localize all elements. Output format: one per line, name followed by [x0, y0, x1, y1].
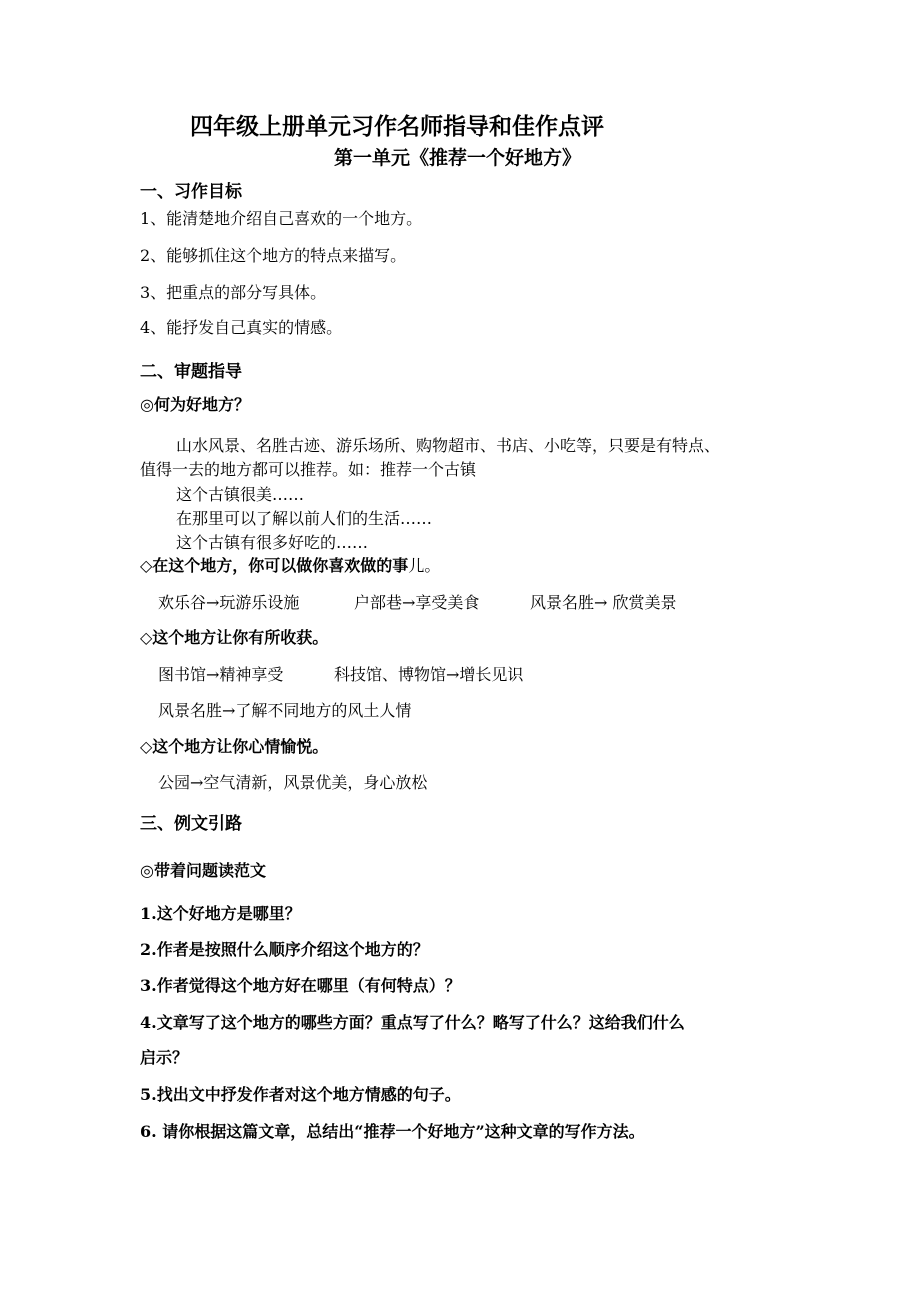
point-heading: [140, 558, 440, 574]
goal-item: 1、能清楚地介绍自己喜欢的一个地方。: [140, 209, 423, 228]
reading-prompt: ◎带着问题读范文: [140, 861, 266, 880]
point-item: 欢乐谷→玩游乐设施: [158, 593, 300, 612]
goal-item: 4、能抒发自己真实的情感。: [140, 318, 343, 337]
section-heading-guidance: 二、审题指导: [140, 362, 242, 382]
example-line: 这个古镇有很多好吃的……: [176, 533, 369, 552]
goal-item: 2、能够抓住这个地方的特点来描写。: [140, 246, 407, 265]
point-heading-bold: ◇在这个地方，你可以做你喜欢做的事: [140, 556, 409, 575]
goal-item: 3、把重点的部分写具体。: [140, 283, 327, 302]
example-line: 这个古镇很美……: [176, 485, 305, 504]
point-heading-tail: 儿。: [408, 556, 441, 575]
question-item: 1.这个好地方是哪里？: [140, 904, 301, 923]
question-item: 3.作者觉得这个地方好在哪里（有何特点）？: [140, 976, 461, 995]
question-item: 6. 请你根据这篇文章，总结出“推荐一个好地方”这种文章的写作方法。: [140, 1122, 645, 1141]
section-heading-example: 三、例文引路: [140, 814, 242, 834]
point-heading: ◇这个地方让你心情愉悦。: [140, 737, 329, 756]
question-item: 4.文章写了这个地方的哪些方面？重点写了什么？略写了什么？这给我们什么: [140, 1013, 685, 1032]
point-item: 风景名胜→ 欣赏美景: [530, 593, 677, 612]
point-item: 户部巷→享受美食: [354, 593, 480, 612]
example-line: 在那里可以了解以前人们的生活……: [176, 509, 433, 528]
point-item: 科技馆、博物馆→增长见识: [334, 665, 524, 684]
point-item: 风景名胜→了解不同地方的风土人情: [158, 701, 412, 720]
guidance-paragraph-line: 山水风景、名胜古迹、游乐场所、购物超市、书店、小吃等，只要是有特点、: [176, 436, 721, 455]
point-item: 图书馆→精神享受: [158, 665, 284, 684]
point-heading: ◇这个地方让你有所收获。: [140, 628, 329, 647]
question-item: 5.找出文中抒发作者对这个地方情感的句子。: [140, 1085, 461, 1104]
guidance-question: ◎何为好地方？: [140, 395, 250, 414]
section-heading-goals: 一、习作目标: [140, 182, 242, 202]
guidance-paragraph-line: 值得一去的地方都可以推荐。如：推荐一个古镇: [140, 460, 477, 479]
document-subtitle: 第一单元《推荐一个好地方》: [334, 147, 582, 169]
point-item: 公园→空气清新，风景优美，身心放松: [158, 773, 428, 792]
question-item-continued: 启示？: [140, 1048, 189, 1067]
document-title: 四年级上册单元习作名师指导和佳作点评: [190, 114, 604, 140]
question-item: 2.作者是按照什么顺序介绍这个地方的？: [140, 940, 429, 959]
